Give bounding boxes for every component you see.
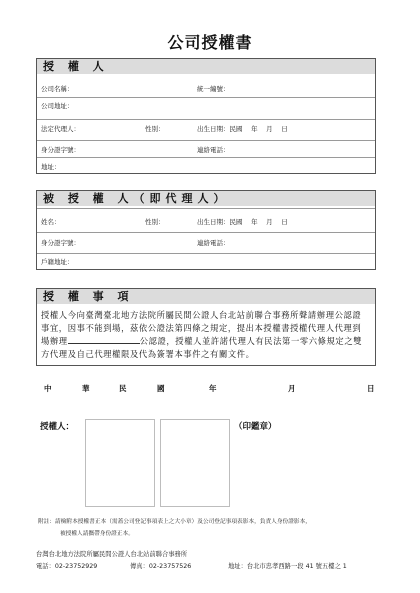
date-char-hua: 華: [82, 384, 90, 393]
authorization-text-continued: 公認證，授權人並許諾代理人有民法第一零六條規定之雙方代理及自己代理權限及代為簽署本事件之有關文件。: [41, 336, 363, 359]
authorization-section: [36, 288, 376, 366]
office-fax: 傳真：02-23757526: [130, 563, 192, 570]
divider: [37, 157, 375, 158]
grantee-section: [36, 190, 376, 270]
birth-date-field[interactable]: 出生日期：民國 年 月 日: [197, 125, 288, 133]
date-char-min: 民: [119, 384, 127, 393]
office-name: 台灣台北地方法院所屬民間公證人台北站前聯合事務所: [36, 551, 188, 558]
gender-field[interactable]: 性別：: [145, 218, 165, 226]
divider: [37, 119, 375, 120]
footnote-line-2: 被授權人請攜帶身份證正本。: [60, 531, 134, 537]
company-address-field[interactable]: 公司地址：: [41, 102, 74, 110]
birth-date-field[interactable]: 出生日期：民國 年 月 日: [197, 218, 288, 226]
phone-field[interactable]: 連絡電話：: [197, 146, 230, 154]
footnote-line-1: 附註：請檢附本授權書正本（需蓋公司登記事項表上之大小章）及公司登記事項表影本，負責人身份證影本，: [38, 519, 311, 525]
date-month: 月: [288, 384, 296, 393]
office-address: 地址：台北市忠孝西路一段 41 號五樓之 1: [228, 563, 347, 570]
grantor-section: [36, 58, 376, 174]
matter-blank-line[interactable]: [68, 336, 140, 344]
household-address-field[interactable]: 戶籍地址：: [41, 258, 74, 266]
date-year: 年: [209, 384, 217, 393]
id-number-field[interactable]: 身分證字號：: [41, 239, 80, 247]
grantor-section-header: 授 權 人: [37, 59, 375, 74]
divider: [37, 97, 375, 98]
grantee-section-header: 被 授 權 人（即代理人）: [37, 191, 375, 206]
divider: [37, 208, 375, 209]
address-field[interactable]: 地址：: [41, 163, 61, 171]
divider: [37, 232, 375, 233]
phone-field[interactable]: 連絡電話：: [197, 239, 230, 247]
company-name-field[interactable]: 公司名稱：: [41, 85, 74, 93]
date-char-zhong: 中: [44, 384, 52, 393]
tax-id-field[interactable]: 統一編號：: [197, 85, 230, 93]
date-day: 日: [367, 384, 375, 393]
name-field[interactable]: 姓名：: [41, 218, 61, 226]
authorization-paragraph: [41, 309, 367, 361]
authorization-text: 授權人今向臺灣臺北地方法院所屬民間公證人台北站前聯合事務所聲請辦理公認證事宜，因事不能到場，茲依公證法第四條之規定，提出本授權書授權代理人代理到場辦理: [41, 310, 362, 346]
legal-rep-field[interactable]: 法定代理人：: [41, 125, 80, 133]
document-title: 公司授權書: [167, 33, 253, 52]
divider: [37, 253, 375, 254]
gender-field[interactable]: 性別：: [145, 125, 165, 133]
office-tel: 電話：02-23752929: [36, 563, 98, 570]
grantor-signature-box[interactable]: [85, 419, 155, 507]
seal-label: （印鑑章）: [234, 422, 277, 432]
company-seal-box[interactable]: [160, 419, 230, 507]
authorization-section-header: 授 權 事 項: [37, 289, 375, 304]
date-char-guo: 國: [157, 384, 165, 393]
grantor-signature-label: 授權人：: [40, 422, 75, 432]
id-number-field[interactable]: 身分證字號：: [41, 146, 80, 154]
divider: [37, 140, 375, 141]
